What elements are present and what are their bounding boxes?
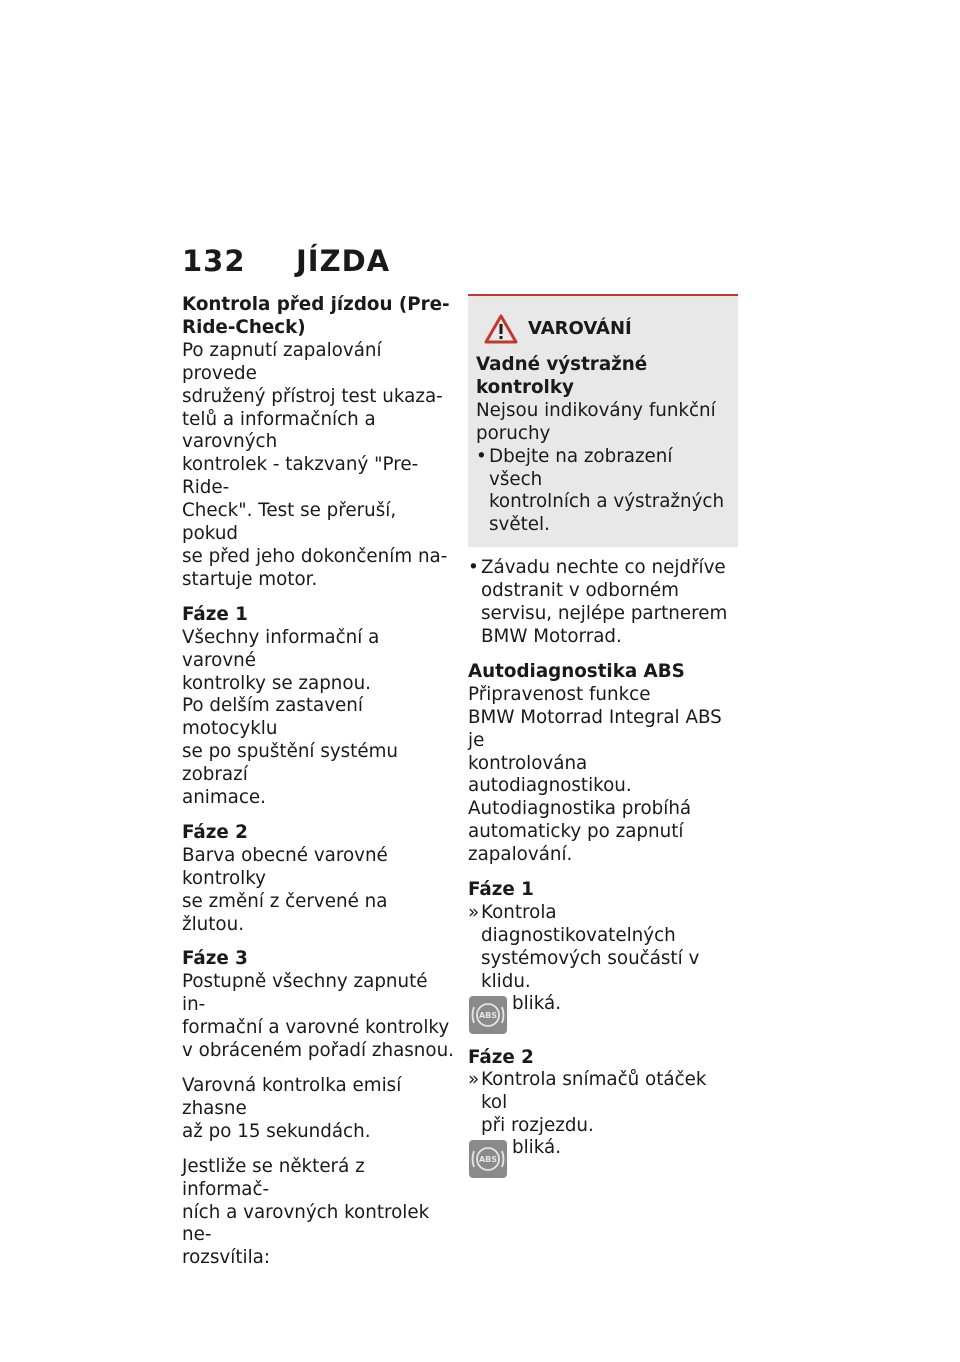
text-line: poruchy <box>476 422 551 444</box>
text-line: kontrolek - takzvaný "Pre-Ride- <box>182 454 419 499</box>
warning-bullet <box>476 446 730 538</box>
phase2-heading: Fáze 2 <box>182 821 248 843</box>
text-line: animace. <box>182 787 266 809</box>
text-line: BMW Motorrad. <box>481 625 622 647</box>
phase1-heading: Fáze 1 <box>182 603 248 625</box>
text-line: formační a varovné kontrolky <box>182 1017 450 1039</box>
text-line: systémových součástí v klidu. <box>481 947 700 992</box>
text-line: Nejsou indikovány funkční <box>476 399 716 421</box>
abs-text <box>468 684 738 867</box>
abs-phase2-heading: Fáze 2 <box>468 1046 534 1068</box>
warning-bullet-text <box>489 446 730 538</box>
pre-ride-section <box>182 294 454 592</box>
abs-phase1-item <box>468 902 738 994</box>
text-line: Kontrola snímačů otáček kol <box>481 1069 707 1114</box>
text-line: se po spuštění systému zobrazí <box>182 741 398 786</box>
text-line: při rozjezdu. <box>481 1115 594 1137</box>
phase3-section <box>182 948 454 1063</box>
warning-text <box>476 400 730 446</box>
text-line: telů a informačních a varovných <box>182 408 376 453</box>
abs-warning-icon <box>468 995 508 1035</box>
warning-triangle-icon <box>484 314 518 344</box>
bullet-mark: • <box>476 445 487 467</box>
text-line: sdružený přístroj test ukaza- <box>182 385 443 407</box>
action-bullet <box>468 557 738 649</box>
pre-ride-text <box>182 340 454 592</box>
text-line: automaticky po zapnutí <box>468 821 684 843</box>
text-line: Po delším zastavení motocyklu <box>182 695 363 740</box>
text-line: Dbejte na zobrazení všech <box>489 445 673 490</box>
arrow-mark: » <box>468 1069 480 1091</box>
text-line: Varovná kontrolka emisí zhasne <box>182 1075 402 1119</box>
abs-warning-icon <box>468 1139 508 1179</box>
text-line: servisu, nejlépe partnerem <box>481 603 728 625</box>
text-line: se změní z červené na žlutou. <box>182 890 388 935</box>
text-line: zapalování. <box>468 844 573 866</box>
text-line: Check". Test se přeruší, pokud <box>182 500 397 545</box>
action-bullet-text <box>481 557 727 649</box>
abs-phase1-item-text <box>481 902 738 994</box>
abs-heading: Autodiagnostika ABS <box>468 660 685 682</box>
if-paragraph <box>182 1156 454 1271</box>
warning-title <box>476 314 730 344</box>
warning-heading: Vadné výstražné kontrolky <box>476 354 648 398</box>
text-line: kontrolována autodiagnostikou. <box>468 752 632 797</box>
text-line: ních a varovných kontrolek ne- <box>182 1201 430 1246</box>
abs-section <box>468 661 738 867</box>
text-line: Autodiagnostika probíhá <box>468 798 692 820</box>
right-column <box>468 294 738 1191</box>
phase1-section <box>182 604 454 810</box>
text-line: Všechny informační a varovné <box>182 626 380 671</box>
phase2-text <box>182 845 454 937</box>
text-line: Barva obecné varovné kontrolky <box>182 844 388 889</box>
pre-ride-heading: Kontrola před jízdou (Pre-Ride-Check) <box>182 294 450 338</box>
phase1-text <box>182 627 454 810</box>
text-line: světel. <box>489 514 550 536</box>
warning-box <box>468 294 738 547</box>
arrow-mark: » <box>468 901 480 923</box>
text-line: Postupně všechny zapnuté in- <box>182 971 428 1016</box>
phase2-section <box>182 822 454 937</box>
page-number: 132 <box>182 244 246 278</box>
text-line: odstranit v odborném <box>481 580 679 602</box>
abs-phase1-status: bliká. <box>512 992 562 1014</box>
svg-text:ABS: ABS <box>478 1010 498 1020</box>
bullet-mark: • <box>468 557 479 579</box>
warning-title-text: VAROVÁNÍ <box>528 317 632 339</box>
text-line: až po 15 sekundách. <box>182 1120 371 1142</box>
text-line: Jestliže se některá z informač- <box>182 1155 365 1200</box>
text-line: BMW Motorrad Integral ABS je <box>468 706 722 751</box>
abs-phase1-section <box>468 879 738 1035</box>
text-line: Po zapnutí zapalování provede <box>182 339 382 384</box>
text-line: Závadu nechte co nejdříve <box>481 557 726 579</box>
phase3-text <box>182 971 454 1063</box>
abs-phase2-section <box>468 1047 738 1180</box>
abs-phase2-status: bliká. <box>512 1137 562 1159</box>
text-line: rozsvítila: <box>182 1247 271 1269</box>
text-line: Kontrola diagnostikovatelných <box>481 901 676 946</box>
abs-phase1-heading: Fáze 1 <box>468 879 534 901</box>
abs-phase1-indicator <box>468 993 738 1035</box>
left-column <box>182 294 454 1282</box>
text-line: startuje motor. <box>182 568 318 590</box>
phase3-heading: Fáze 3 <box>182 948 248 970</box>
svg-text:ABS: ABS <box>478 1155 498 1165</box>
text-line: kontrolky se zapnou. <box>182 672 371 694</box>
text-line: se před jeho dokončením na- <box>182 545 448 567</box>
abs-phase2-indicator <box>468 1137 738 1179</box>
abs-phase2-item <box>468 1069 738 1138</box>
text-line: kontrolních a výstražných <box>489 491 725 513</box>
text-line: v obráceném pořadí zhasnou. <box>182 1040 454 1062</box>
text-line: Připravenost funkce <box>468 683 651 705</box>
emission-paragraph <box>182 1075 454 1144</box>
page-header <box>182 244 390 278</box>
section-title: JÍZDA <box>296 244 391 278</box>
abs-phase2-item-text <box>481 1069 738 1138</box>
